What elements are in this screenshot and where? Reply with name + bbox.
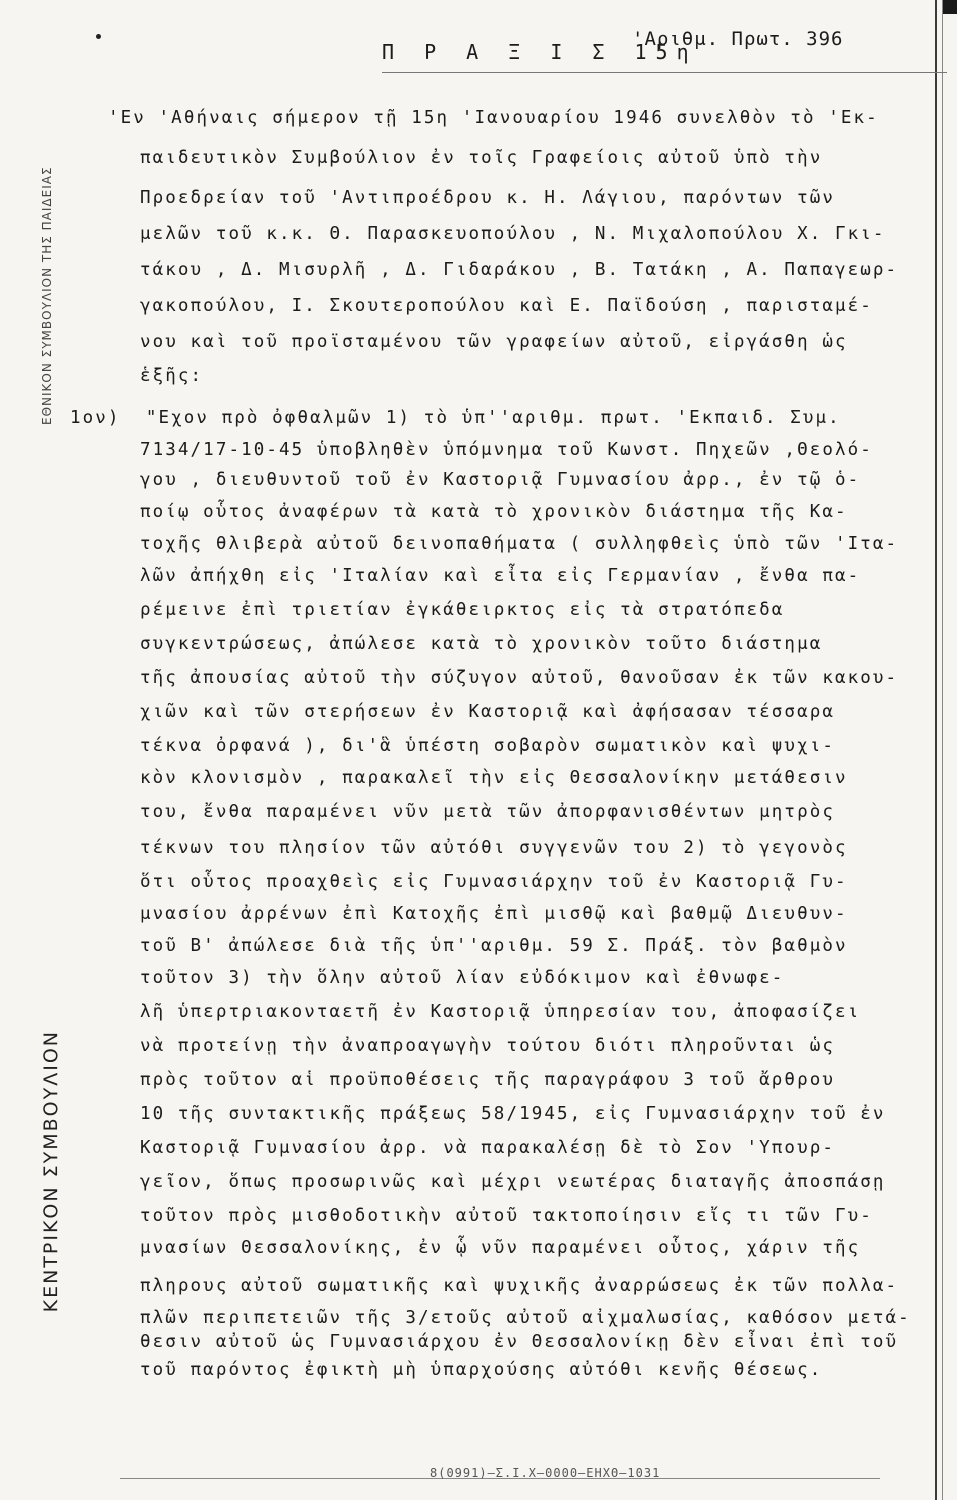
body-line: ὅτι οὗτος προαχθεὶς εἰς Γυμνασιάρχην τοῦ ἐν Καστοριᾷ Γυ- <box>140 872 848 892</box>
body-line: λῆ ὑπερτριακονταετῆ ἐν Καστοριᾷ ὑπηρεσίαν του, ἀποφασίζει <box>140 1002 861 1022</box>
punch-dot <box>96 34 101 39</box>
body-line: 'Εν 'Αθήναις σήμερον τῇ 15η 'Ιανουαρίου 1946 συνελθὸν τὸ 'Εκ- <box>108 108 879 128</box>
body-line: τοῦτον πρὸς μισθοδοτικὴν αὐτοῦ τακτοποίησιν εἴς τι τῶν Γυ- <box>140 1206 873 1226</box>
body-line: παιδευτικὸν Συμβούλιον ἐν τοῖς Γραφείοις αὐτοῦ ὑπὸ τὴν <box>140 148 823 168</box>
body-line: θεσιν αὐτοῦ ὡς Γυμνασιάρχου ἐν Θεσσαλονίκῃ δὲν εἶναι ἐπὶ τοῦ <box>140 1332 899 1352</box>
body-line: μελῶν τοῦ κ.κ. Θ. Παρασκευοπούλου , Ν. Μιχαλοπούλου Χ. Γκι- <box>140 224 886 244</box>
body-line: τοῦ Β' ἀπώλεσε διὰ τῆς ὑπ''αριθμ. 59 Σ. Πράξ. τὸν βαθμὸν <box>140 936 848 956</box>
body-line: 10 τῆς συντακτικῆς πράξεως 58/1945, εἰς Γυμνασιάρχην τοῦ ἐν <box>140 1104 886 1124</box>
body-line: μνασίου ἀρρένων ἐπὶ Κατοχῆς ἐπὶ μισθῷ καὶ βαθμῷ Διευθυν- <box>140 904 848 924</box>
body-line: ἑξῆς: <box>140 366 204 386</box>
body-line: πρὸς τοῦτον αἱ προϋποθέσεις τῆς παραγράφου 3 τοῦ ἄρθρου <box>140 1070 835 1090</box>
body-line: λῶν ἀπήχθη εἰς 'Ιταλίαν καὶ εἶτα εἰς Γερμανίαν , ἔνθα πα- <box>140 566 861 586</box>
body-line: Προεδρείαν τοῦ 'Αντιπροέδρου κ. Η. Λάγιου, παρόντων τῶν <box>140 188 835 208</box>
body-line: του, ἔνθα παραμένει νῦν μετὰ τῶν ἀπορφανισθέντων μητρὸς <box>140 802 835 822</box>
body-line: πληρους αὐτοῦ σωματικῆς καὶ ψυχικῆς ἀναρρώσεως ἐκ τῶν πολλα- <box>140 1276 899 1296</box>
protocol-number: 'Αριθμ. Πρωτ. 396 <box>632 28 844 50</box>
body-line: ρέμεινε ἐπὶ τριετίαν ἐγκάθειρκτος εἰς τὰ στρατόπεδα <box>140 600 785 620</box>
body-line: Καστοριᾷ Γυμνασίου ἀρρ. νὰ παρακαλέσῃ δὲ τὸ Σον 'Υπουρ- <box>140 1138 835 1158</box>
right-margin-rule-secondary <box>942 0 943 1500</box>
body-line: γου , διευθυντοῦ τοῦ ἐν Καστοριᾷ Γυμνασίου ἀρρ., ἐν τῷ ὁ- <box>140 470 861 490</box>
body-line: τοῦτον 3) τὴν ὅλην αὐτοῦ λίαν εὐδόκιμον καὶ ἐθνωφε- <box>140 968 785 988</box>
body-line: κὸν κλονισμὸν , παρακαλεῖ τὴν εἰς Θεσσαλονίκην μετάθεσιν <box>140 768 848 788</box>
body-line: τῆς ἀπουσίας αὐτοῦ τὴν σύζυγον αὐτοῦ, θανοῦσαν ἐκ τῶν κακου- <box>140 668 899 688</box>
body-line: μνασίων Θεσσαλονίκης, ἐν ᾧ νῦν παραμένει οὗτος, χάριν τῆς <box>140 1238 861 1258</box>
body-line: γακοπούλου, Ι. Σκουτεροπούλου καὶ Ε. Παϊδούση , παρισταμέ- <box>140 296 873 316</box>
body-line: τέκνα ὀρφανά ), δι'ἃ ὑπέστη σοβαρὸν σωματικὸν καὶ ψυχι- <box>140 736 835 756</box>
corner-mark <box>943 0 957 14</box>
body-line: 7134/17-10-45 ὑποβληθὲν ὑπόμνημα τοῦ Κωνστ. Πηχεῶν ,Θεολό- <box>140 440 873 460</box>
left-margin-stamp: ΕΘΝΙΚΟΝ ΣΥΜΒΟΥΛΙΟΝ ΤΗΣ ΠΑΙΔΕΙΑΣ <box>40 166 54 425</box>
footer-code: 8(0991)—Σ.Ι.Χ—0000—ΕΗΧΘ—1031 <box>430 1466 661 1480</box>
right-margin-rule <box>935 0 937 1500</box>
body-line: τοῦ παρόντος ἐφικτὴ μὴ ὑπαρχούσης αὐτόθι κενῆς θέσεως. <box>140 1360 823 1380</box>
body-line: τοχῆς θλιβερὰ αὐτοῦ δεινοπαθήματα ( συλληφθεὶς ὑπὸ τῶν 'Ιτα- <box>140 534 899 554</box>
body-line: 1ον) "Εχον πρὸ ὀφθαλμῶν 1) τὸ ὑπ''αριθμ. πρωτ. 'Εκπαιδ. Συμ. <box>70 408 841 428</box>
body-line: νου καὶ τοῦ προϊσταμένου τῶν γραφείων αὐτοῦ, εἰργάσθη ὡς <box>140 332 848 352</box>
body-line: πλῶν περιπετειῶν τῆς 3/ετοῦς αὐτοῦ αἰχμαλωσίας, καθόσον μετά- <box>140 1308 911 1328</box>
bottom-margin-stamp: ΚΕΝΤΡΙΚΟΝ ΣΥΜΒΟΥΛΙΟΝ <box>40 1030 62 1313</box>
body-line: τάκου , Δ. Μισυρλῆ , Δ. Γιδαράκου , Β. Τατάκη , Α. Παπαγεωρ- <box>140 260 899 280</box>
title-underline <box>382 72 947 73</box>
body-line: νὰ προτείνῃ τὴν ἀναπροαγωγὴν τούτου διότι πληροῦνται ὡς <box>140 1036 835 1056</box>
page-title: Π Ρ Α Ξ Ι Σ 15η <box>382 40 698 64</box>
body-line: γεῖον, ὅπως προσωρινῶς καὶ μέχρι νεωτέρας διαταγῆς ἀποσπάσῃ <box>140 1172 886 1192</box>
body-line: χιῶν καὶ τῶν στερήσεων ἐν Καστοριᾷ καὶ ἀφήσασαν τέσσαρα <box>140 702 835 722</box>
body-line: συγκεντρώσεως, ἀπώλεσε κατὰ τὸ χρονικὸν τοῦτο διάστημα <box>140 634 823 654</box>
body-line: τέκνων του πλησίον τῶν αὐτόθι συγγενῶν του 2) τὸ γεγονὸς <box>140 838 848 858</box>
body-line: ποίῳ οὗτος ἀναφέρων τὰ κατὰ τὸ χρονικὸν διάστημα τῆς Κα- <box>140 502 848 522</box>
